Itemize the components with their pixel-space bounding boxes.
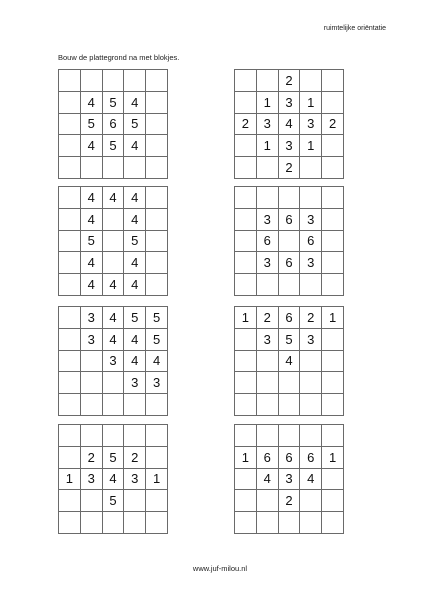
- grid-cell: [235, 372, 257, 394]
- grid-cell: [300, 512, 322, 534]
- grid-cell: [235, 274, 257, 296]
- grid-cell: [235, 394, 257, 416]
- floorplan-grid-7: [58, 424, 168, 534]
- floorplan-grid-3: [58, 186, 168, 296]
- grid-cell: 1: [322, 447, 344, 469]
- grid-cell: 6: [279, 307, 301, 329]
- grid-cell: [322, 231, 344, 253]
- grid-cell: [103, 209, 125, 231]
- grid-cell: [257, 512, 279, 534]
- grid-cell: 1: [257, 135, 279, 157]
- floorplan-grid-1: [58, 69, 168, 179]
- grid-cell: [279, 372, 301, 394]
- grid-cell: 4: [279, 351, 301, 373]
- grid-cell: 1: [235, 307, 257, 329]
- grid-cell: [146, 512, 168, 534]
- grid-cell: [146, 490, 168, 512]
- grid-cell: [322, 187, 344, 209]
- grid-cell: [322, 329, 344, 351]
- grid-cell: [257, 490, 279, 512]
- grid-cell: 5: [279, 329, 301, 351]
- grid-cell: [300, 70, 322, 92]
- grid-cell: [146, 447, 168, 469]
- footer-url: www.juf-milou.nl: [192, 564, 248, 573]
- grid-cell: [322, 157, 344, 179]
- grid-cell: [322, 274, 344, 296]
- grid-cell: [146, 187, 168, 209]
- grid-cell: [279, 187, 301, 209]
- grid-cell: [81, 394, 103, 416]
- grid-cell: [81, 157, 103, 179]
- grid-cell: [124, 157, 146, 179]
- floorplan-grid-2: [234, 69, 344, 179]
- grid-cell: 1: [257, 92, 279, 114]
- grid-cell: [322, 92, 344, 114]
- grid-cell: 2: [322, 114, 344, 136]
- grid-cell: [257, 274, 279, 296]
- grid-cell: 2: [279, 157, 301, 179]
- grid-cell: [59, 187, 81, 209]
- grid-cell: 4: [300, 469, 322, 491]
- grid-cell: [279, 274, 301, 296]
- grid-cell: [59, 92, 81, 114]
- grid-cell: 6: [279, 447, 301, 469]
- grid-cell: [124, 512, 146, 534]
- grid-cell: 3: [300, 252, 322, 274]
- grid-cell: [279, 425, 301, 447]
- grid-cell: 3: [81, 469, 103, 491]
- grid-cell: 6: [103, 114, 125, 136]
- grid-cell: 5: [124, 231, 146, 253]
- instruction-text: Bouw de plattegrond na met blokjes.: [58, 53, 180, 62]
- grid-cell: 4: [81, 252, 103, 274]
- grid-cell: [59, 372, 81, 394]
- grid-cell: 5: [103, 92, 125, 114]
- grid-cell: [322, 252, 344, 274]
- grid-cell: [300, 425, 322, 447]
- grid-cell: [124, 70, 146, 92]
- grid-cell: [59, 70, 81, 92]
- grid-cell: 4: [279, 114, 301, 136]
- grid-cell: [81, 70, 103, 92]
- grid-cell: 6: [279, 252, 301, 274]
- grid-cell: 2: [279, 70, 301, 92]
- grid-cell: 3: [257, 252, 279, 274]
- grid-cell: 4: [124, 209, 146, 231]
- grid-cell: [103, 394, 125, 416]
- grid-cell: [322, 469, 344, 491]
- grid-cell: 1: [300, 135, 322, 157]
- grid-cell: [59, 425, 81, 447]
- grid-cell: [124, 490, 146, 512]
- grid-cell: [322, 372, 344, 394]
- grid-cell: [235, 425, 257, 447]
- grid-cell: [300, 394, 322, 416]
- grid-cell: [59, 307, 81, 329]
- grid-cell: [81, 490, 103, 512]
- grid-cell: [322, 394, 344, 416]
- grid-cell: 5: [146, 329, 168, 351]
- grid-cell: 4: [103, 274, 125, 296]
- grid-cell: [257, 157, 279, 179]
- grid-cell: [103, 231, 125, 253]
- grid-cell: [103, 372, 125, 394]
- grid-cell: 3: [279, 135, 301, 157]
- grid-cell: [300, 157, 322, 179]
- grid-cell: [146, 425, 168, 447]
- grid-cell: 1: [300, 92, 322, 114]
- grid-cell: [59, 252, 81, 274]
- grid-cell: 6: [257, 231, 279, 253]
- grid-cell: [322, 135, 344, 157]
- grid-cell: 3: [257, 329, 279, 351]
- grid-cell: 4: [124, 187, 146, 209]
- grid-cell: [59, 351, 81, 373]
- grid-cell: 5: [146, 307, 168, 329]
- grid-cell: 4: [146, 351, 168, 373]
- grid-cell: [146, 157, 168, 179]
- grid-cell: [146, 92, 168, 114]
- floorplan-grid-8: [234, 424, 344, 534]
- grid-cell: 5: [103, 490, 125, 512]
- grid-cell: [146, 114, 168, 136]
- grid-cell: 4: [81, 209, 103, 231]
- grid-cell: 2: [279, 490, 301, 512]
- grid-cell: [235, 187, 257, 209]
- grid-cell: [235, 490, 257, 512]
- grid-cell: [279, 512, 301, 534]
- grid-cell: 4: [103, 469, 125, 491]
- grid-cell: [81, 512, 103, 534]
- grid-cell: 1: [235, 447, 257, 469]
- grid-cell: [59, 209, 81, 231]
- grid-cell: 1: [59, 469, 81, 491]
- grid-cell: [146, 135, 168, 157]
- grid-cell: [322, 490, 344, 512]
- grid-cell: 3: [124, 469, 146, 491]
- grid-cell: 4: [124, 92, 146, 114]
- grid-cell: 3: [146, 372, 168, 394]
- grid-cell: [103, 252, 125, 274]
- grid-cell: [300, 274, 322, 296]
- grid-cell: [235, 329, 257, 351]
- grid-cell: [146, 70, 168, 92]
- grid-cell: 6: [279, 209, 301, 231]
- grid-cell: [235, 70, 257, 92]
- grid-cell: [257, 70, 279, 92]
- grid-cell: [59, 394, 81, 416]
- grid-cell: [322, 351, 344, 373]
- grid-cell: 4: [124, 135, 146, 157]
- grid-cell: 2: [257, 307, 279, 329]
- grid-cell: [146, 231, 168, 253]
- grid-cell: 3: [81, 307, 103, 329]
- grid-cell: [300, 372, 322, 394]
- grid-cell: 5: [103, 135, 125, 157]
- grid-cell: 5: [103, 447, 125, 469]
- grid-cell: [103, 70, 125, 92]
- grid-cell: [235, 231, 257, 253]
- grid-cell: 3: [279, 469, 301, 491]
- grid-cell: [59, 512, 81, 534]
- grid-cell: 3: [257, 209, 279, 231]
- grid-cell: 2: [124, 447, 146, 469]
- grid-cell: [59, 157, 81, 179]
- grid-cell: [300, 187, 322, 209]
- grid-cell: 2: [300, 307, 322, 329]
- grid-cell: [59, 447, 81, 469]
- grid-cell: 4: [81, 135, 103, 157]
- grid-cell: 1: [322, 307, 344, 329]
- grid-cell: 2: [81, 447, 103, 469]
- grid-cell: 3: [300, 209, 322, 231]
- grid-cell: [59, 490, 81, 512]
- grid-cell: 3: [300, 329, 322, 351]
- grid-cell: [124, 425, 146, 447]
- grid-cell: 6: [300, 447, 322, 469]
- grid-cell: [322, 70, 344, 92]
- grid-cell: 3: [103, 351, 125, 373]
- worksheet-topic: ruimtelijke oriëntatie: [323, 25, 386, 32]
- grid-cell: 3: [81, 329, 103, 351]
- grid-cell: 1: [146, 469, 168, 491]
- grid-cell: [235, 92, 257, 114]
- grid-cell: [124, 394, 146, 416]
- grid-cell: 4: [103, 307, 125, 329]
- grid-cell: 3: [257, 114, 279, 136]
- grid-cell: 4: [103, 329, 125, 351]
- grid-cell: [81, 425, 103, 447]
- grid-cell: [235, 512, 257, 534]
- grid-cell: [235, 252, 257, 274]
- floorplan-grid-5: [58, 306, 168, 416]
- grid-cell: [257, 394, 279, 416]
- grid-cell: [235, 135, 257, 157]
- grid-cell: 6: [257, 447, 279, 469]
- grid-cell: [257, 425, 279, 447]
- grid-cell: 3: [124, 372, 146, 394]
- grid-cell: 4: [103, 187, 125, 209]
- grid-cell: [103, 157, 125, 179]
- grid-cell: [235, 157, 257, 179]
- grid-cell: 4: [124, 274, 146, 296]
- floorplan-grid-6: [234, 306, 344, 416]
- floorplan-grid-4: [234, 186, 344, 296]
- grid-cell: [257, 372, 279, 394]
- grid-cell: 6: [300, 231, 322, 253]
- grid-cell: [279, 231, 301, 253]
- grid-cell: [235, 469, 257, 491]
- grid-cell: 5: [81, 114, 103, 136]
- grid-cell: 4: [124, 351, 146, 373]
- grid-cell: [279, 394, 301, 416]
- grid-cell: [257, 187, 279, 209]
- grid-cell: [322, 512, 344, 534]
- grid-cell: 5: [124, 114, 146, 136]
- grid-cell: [322, 209, 344, 231]
- grid-cell: 4: [257, 469, 279, 491]
- grid-cell: [300, 490, 322, 512]
- grid-cell: 4: [81, 187, 103, 209]
- grid-cell: 3: [300, 114, 322, 136]
- grid-cell: [59, 231, 81, 253]
- grid-cell: 3: [279, 92, 301, 114]
- grid-cell: 4: [124, 252, 146, 274]
- grid-cell: [300, 351, 322, 373]
- grid-cell: [59, 329, 81, 351]
- grid-cell: [146, 274, 168, 296]
- grid-cell: 2: [235, 114, 257, 136]
- grid-cell: 4: [124, 329, 146, 351]
- grid-cell: [59, 114, 81, 136]
- grid-cell: 4: [81, 92, 103, 114]
- grid-cell: [103, 512, 125, 534]
- grid-cell: [257, 351, 279, 373]
- grid-cell: [146, 394, 168, 416]
- grid-cell: [59, 135, 81, 157]
- grid-cell: [146, 252, 168, 274]
- grid-cell: [81, 351, 103, 373]
- grid-cell: [81, 372, 103, 394]
- grid-cell: [59, 274, 81, 296]
- grid-cell: [235, 351, 257, 373]
- grid-cell: [103, 425, 125, 447]
- grid-cell: 5: [81, 231, 103, 253]
- grid-cell: [322, 425, 344, 447]
- grid-cell: [235, 209, 257, 231]
- grid-cell: [146, 209, 168, 231]
- grid-cell: 4: [81, 274, 103, 296]
- grid-cell: 5: [124, 307, 146, 329]
